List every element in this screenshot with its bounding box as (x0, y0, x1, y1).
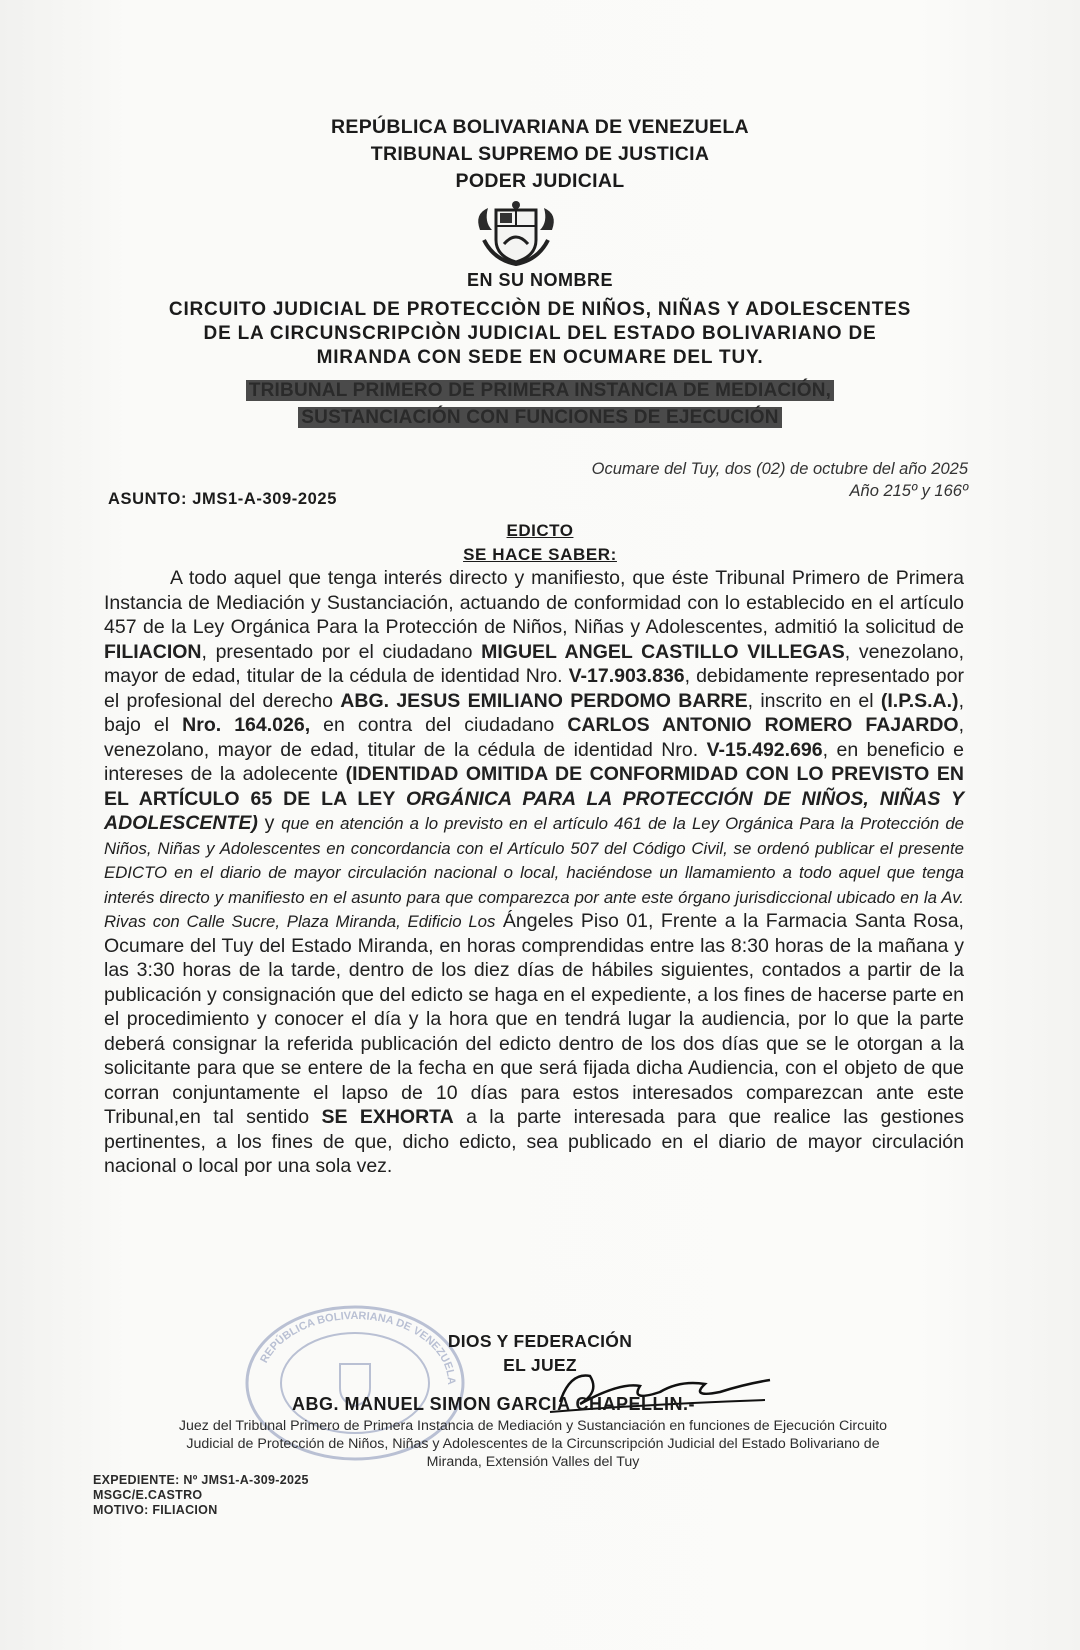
judge-title-line-3: Miranda, Extensión Valles del Tuy (426, 1454, 640, 1470)
tribunal-banner-2 (0, 407, 1080, 429)
circuit-heading (100, 298, 980, 370)
body-bold: V-17.903.836 (568, 665, 685, 687)
judge-name: ABG. MANUEL SIMON GARCIA CHAPELLIN.- (292, 1394, 695, 1414)
body-text: Ángeles Piso 01, Frente a la Farmacia Santa Rosa, Ocumare del Tuy del Estado Miranda, en horas comprendidas entre las 8:30 horas de la mañana y las 3:30 horas de la tarde, dentro de los diez días de hábiles siguientes, contados a partir de la publicación y consignación que del edicto se haga en el expediente, a los fines de hacerse parte en el procedimiento y conocer el día y la hora que en tendrá lugar la audiencia, por lo que la parte deberá consignar la referida publicación del edicto dentro de los dos días que se le otorgan a la solicitante para que se entere de la fecha en que será fijada dicha Audiencia, con el objeto de que corran conjuntamente el lapso de 10 días para estos interesados comparezcan ante este Tribunal,en tal sentido (104, 910, 964, 1128)
judge-title-line-1: Juez del Tribunal Primero de Primera Instancia de Mediación y Sustanciación en funciones de Ejecución Circuito (178, 1418, 888, 1434)
body-text: , en beneficio e intereses de la adolecente (104, 738, 964, 785)
se-hace-saber: SE HACE SABER: (463, 545, 617, 564)
footer-motivo: MOTIVO: FILIACION (93, 1503, 218, 1517)
coat-of-arms-icon (470, 200, 562, 268)
circuit-line-1: CIRCUITO JUDICIAL DE PROTECCIÒN DE NIÑOS, NIÑAS Y ADOLESCENTES (168, 299, 912, 320)
tribunal-banner-text-1: TRIBUNAL PRIMERO DE PRIMERA INSTANCIA DE MEDIACIÓN, (246, 380, 834, 401)
body-text: a la parte interesada para que realice las gestiones pertinentes, a los fines de que, dicho edicto, sea publicado en el diario de mayor circulación nacional o local por una sola vez. (104, 1106, 965, 1177)
body-bold: FILIACION (104, 640, 202, 663)
body-bold: SE EXHORTA (321, 1106, 454, 1128)
judge-title (88, 1417, 978, 1471)
asunto: ASUNTO: JMS1-A-309-2025 (108, 490, 337, 508)
body-text: , venezolano, mayor de edad, titular de la cédula de identidad Nro. (104, 714, 964, 761)
circuit-line-3: MIRANDA CON SEDE EN OCUMARE DEL TUY. (316, 347, 764, 368)
footer-initials: MSGC/E.CASTRO (93, 1488, 203, 1502)
tribunal-banner-1 (0, 380, 1080, 402)
header-poder: PODER JUDICIAL (455, 170, 625, 192)
footer-expediente: EXPEDIENTE: Nº JMS1-A-309-2025 (93, 1473, 309, 1487)
body-italic: que en atención a lo previsto en el artículo 461 de la Ley Orgánica Para la Protección de Niños, Niñas y Adolescentes en concordancia con el Artículo 507 del Código Civil, se ordenó publicar el presente EDICTO en el diario de mayor circulación nacional o local, haciéndose un llamamiento a todo aquel que tenga interés directo y manifiesto en el asunto para que comparezca por ante este órgano jurisdiccional ubicado en la Av. Rivas con Calle Sucre, Plaza Miranda, Edificio Los (104, 814, 964, 931)
body-bold: Nro. 164.026, (182, 714, 311, 736)
tribunal-banner-text-2: SUSTANCIACIÓN CON FUNCIONES DE EJECUCIÓN (298, 407, 781, 428)
body-bold: MIGUEL ANGEL CASTILLO VILLEGAS (481, 640, 845, 663)
place-date (592, 458, 968, 502)
body-bold-italic: ORGÁNICA PARA LA PROTECCIÓN DE NIÑOS, NIÑAS Y ADOLESCENTE) (104, 787, 965, 834)
body-text: , inscrito en el (747, 689, 881, 712)
circuit-line-2: DE LA CIRCUNSCRIPCIÒN JUDICIAL DEL ESTADO BOLIVARIANO DE (203, 323, 877, 344)
header-country: REPÚBLICA BOLIVARIANA DE VENEZUELA (331, 116, 749, 138)
document-footer (93, 1473, 309, 1518)
closing-motto: DIOS Y FEDERACIÓN (447, 1331, 633, 1351)
year-line: Año 215º y 166º (849, 482, 968, 500)
edicto-title: EDICTO (506, 521, 574, 540)
body-text: , bajo el (104, 689, 964, 736)
closing-el-juez: EL JUEZ (503, 1355, 577, 1375)
judge-title-line-2: Judicial de Protección de Niños, Niñas y Adolescentes de la Circunscripción Judicial del Estado Bolivariano de (186, 1436, 880, 1452)
stamp-text: REPÚBLICA BOLIVARIANA DE VENEZUELA (258, 1309, 458, 1386)
body-bold: (I.P.S.A.) (880, 689, 959, 712)
header-tribunal: TRIBUNAL SUPREMO DE JUSTICIA (370, 143, 710, 165)
date-line: Ocumare del Tuy, dos (02) de octubre del año 2025 (591, 460, 968, 478)
body-text: A todo aquel que tenga interés directo y manifiesto, que éste Tribunal Primero de Primera Instancia de Mediación y Sustanciación, actuando de conformidad con lo establecido en el artículo 457 de la Ley Orgánica Para la Protección de Niños, Niñas y Adolescentes, admitió la solicitud de (104, 567, 964, 638)
body-bold: CARLOS ANTONIO ROMERO FAJARDO (567, 714, 959, 736)
edict-body (104, 566, 964, 1179)
body-text: , presentado por el ciudadano (201, 640, 482, 663)
body-text: , debidamente representado por el profesional del derecho (104, 665, 964, 712)
body-text: en contra del ciudadano (310, 714, 568, 736)
body-bold: (IDENTIDAD OMITIDA DE CONFORMIDAD CON LO PREVISTO EN EL ARTÍCULO 65 DE LA LEY (104, 763, 964, 810)
body-text: y (257, 812, 282, 834)
body-bold: V-15.492.696 (706, 738, 823, 761)
en-su-nombre: EN SU NOMBRE (466, 270, 613, 290)
body-text: , venezolano, mayor de edad, titular de la cédula de identidad Nro. (104, 640, 964, 687)
body-bold: ABG. JESUS EMILIANO PERDOMO BARRE (340, 689, 748, 712)
edict-paragraph (104, 566, 964, 1179)
document-header (0, 114, 1080, 195)
